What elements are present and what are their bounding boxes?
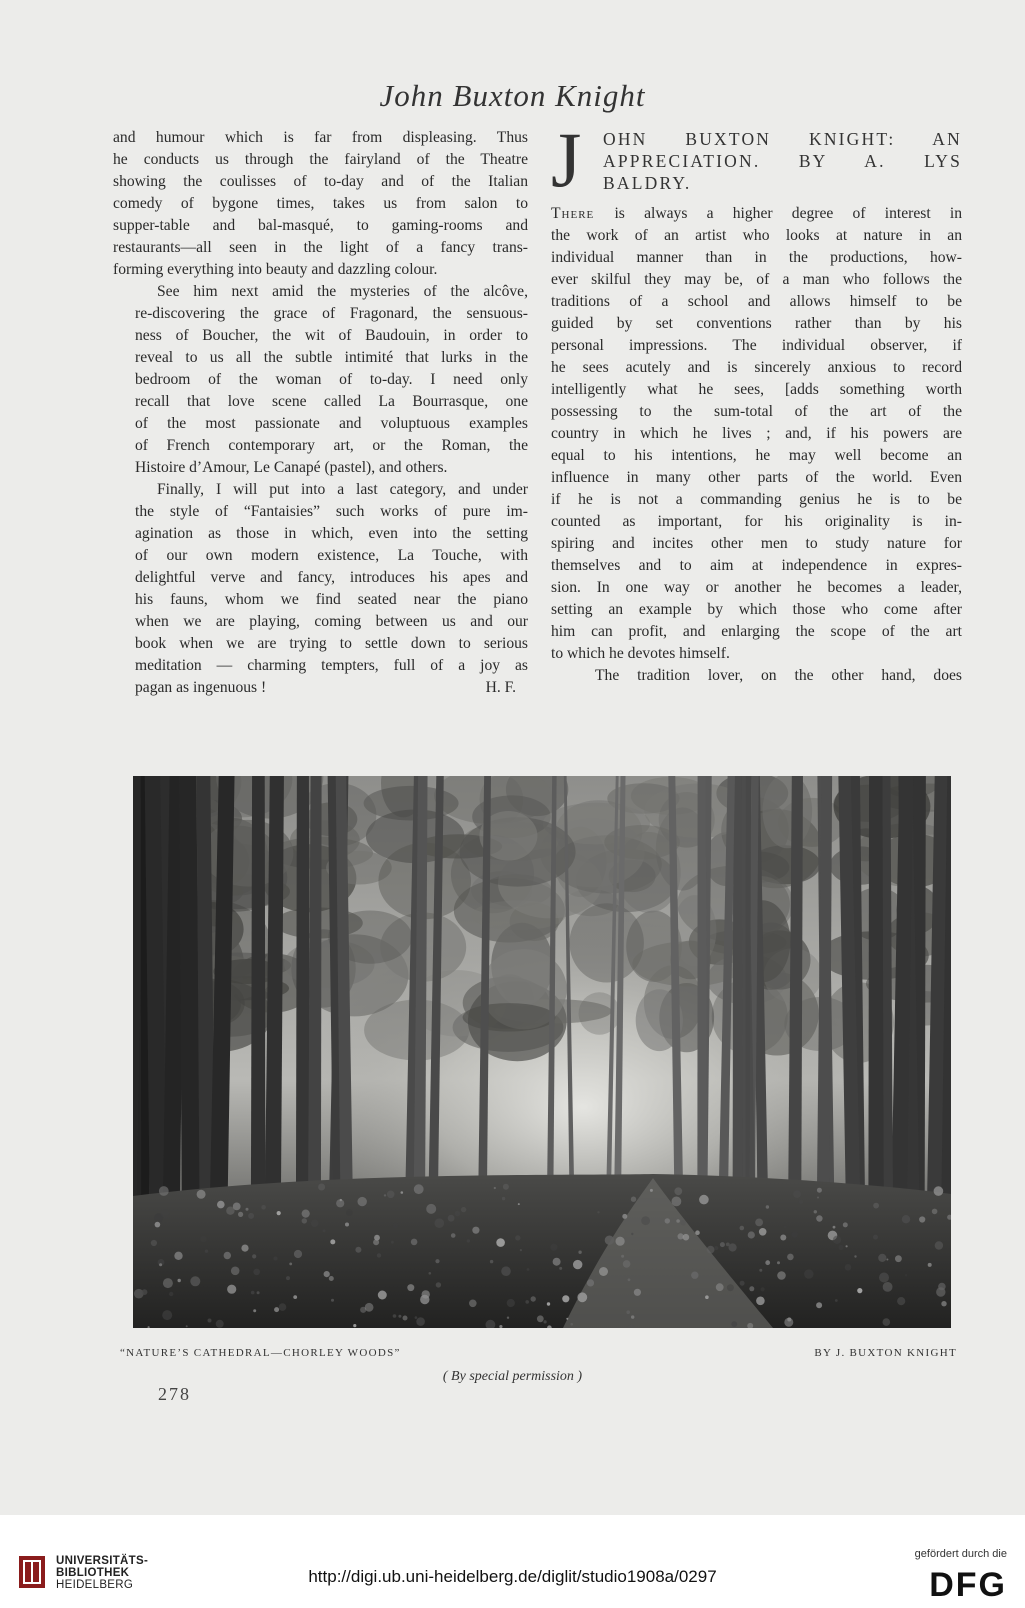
right-p1-line: intelligently what he sees, [adds something worth bbox=[551, 381, 962, 398]
left-p2-line: re-discovering the grace of Fragonard, the sensuous- bbox=[135, 305, 528, 322]
left-p3-line: his fauns, whom we find seated near the piano bbox=[135, 591, 528, 608]
article-title-line: BALDRY. bbox=[603, 173, 692, 193]
right-p1-line: influence in many other parts of the world. Even bbox=[551, 469, 962, 486]
library-name-line-2: BIBLIOTHEK bbox=[56, 1567, 130, 1579]
right-paragraph-1 bbox=[551, 203, 962, 665]
article-title-line: APPRECIATION. BY A. LYS bbox=[603, 151, 962, 171]
plate-caption-title: “NATURE’S CATHEDRAL—CHORLEY WOODS” bbox=[120, 1347, 401, 1359]
right-p1-line: setting an example by which those who come after bbox=[551, 601, 962, 618]
dfg-logo: DFG bbox=[929, 1566, 1007, 1604]
left-p1-line: he conducts us through the fairyland of the Theatre bbox=[113, 151, 528, 168]
digitization-footer bbox=[0, 1515, 1025, 1608]
right-p1-line: equal to his intentions, he may well become an bbox=[551, 447, 962, 464]
right-p1-line: There is always a higher degree of interest in bbox=[551, 205, 962, 222]
left-p1-line: and humour which is far from displeasing. Thus bbox=[113, 129, 528, 146]
left-p3-line: agination as those in which, even into the setting bbox=[135, 525, 528, 542]
left-p1-line: restaurants—all seen in the light of a fancy trans- bbox=[113, 239, 528, 256]
left-p1-line: forming everything into beauty and dazzling colour. bbox=[113, 261, 438, 278]
painting-plate bbox=[133, 776, 951, 1328]
right-p1-line: he sees acutely and is sincerely anxious to record bbox=[551, 359, 962, 376]
left-paragraph-2 bbox=[113, 281, 528, 479]
right-p1-line: to which he devotes himself. bbox=[551, 645, 730, 662]
page-number: 278 bbox=[158, 1384, 191, 1404]
article-title bbox=[551, 116, 962, 203]
left-paragraph-1 bbox=[113, 127, 528, 281]
article-title-line: OHN BUXTON KNIGHT: AN bbox=[603, 129, 962, 149]
right-p1-line: him can profit, and enlarging the scope of the art bbox=[551, 623, 962, 640]
sponsor-text: gefördert durch die bbox=[914, 1548, 1007, 1560]
right-p1-line: if he is not a commanding genius he is to be bbox=[551, 491, 962, 508]
right-p1-line: themselves and to aim at independence in expres- bbox=[551, 557, 962, 574]
library-name-line-3: HEIDELBERG bbox=[56, 1579, 134, 1591]
plate-caption-permission: ( By special permission ) bbox=[442, 1369, 583, 1384]
left-p2-line: ness of Boucher, the wit of Baudouin, in order to bbox=[135, 327, 528, 344]
running-head: John Buxton Knight bbox=[379, 78, 646, 113]
article-title-text bbox=[603, 128, 962, 194]
left-p1-line: supper-table and bal-masqué, to gaming-rooms and bbox=[113, 217, 528, 234]
left-p3-line: meditation — charming tempters, full of a joy as bbox=[135, 657, 528, 674]
right-p1-line: traditions of a school and allows himself to be bbox=[551, 293, 962, 310]
left-p3-line: the style of “Fantaisies” such works of pure im- bbox=[135, 503, 528, 520]
left-p3-line: book when we are trying to settle down to serious bbox=[135, 635, 528, 652]
left-p1-line: comedy of bygone times, takes us from salon to bbox=[113, 195, 528, 212]
right-column bbox=[551, 116, 962, 687]
right-paragraph-2 bbox=[551, 665, 962, 687]
signoff-initials: H. F. bbox=[485, 679, 516, 696]
left-p2-line: of French contemporary art, or the Roman, the bbox=[135, 437, 528, 454]
right-p1-line: guided by set conventions rather than by his bbox=[551, 315, 962, 332]
right-p1-line: country in which he lives ; and, if his powers are bbox=[551, 425, 962, 442]
left-p3-line: when we are playing, coming between us and our bbox=[135, 613, 528, 630]
right-p1-line: spiring and incites other men to study nature for bbox=[551, 535, 962, 552]
left-p2-line: recall that love scene called La Bourrasque, one bbox=[135, 393, 528, 410]
right-p1-line: individual manner than in the productions, how- bbox=[551, 249, 962, 266]
lead-in-word: There bbox=[551, 205, 615, 222]
left-paragraph-3 bbox=[113, 479, 528, 699]
left-p3-line: pagan as ingenuous ! bbox=[135, 679, 267, 696]
permalink-url[interactable]: http://digi.ub.uni-heidelberg.de/diglit/studio1908a/0297 bbox=[308, 1567, 717, 1586]
left-p3-line: delightful verve and fancy, introduces his apes and bbox=[135, 569, 528, 586]
left-p2-line: reveal to us all the subtle intimité that lurks in the bbox=[135, 349, 528, 366]
right-p1-line: the work of an artist who looks at nature in an bbox=[551, 227, 962, 244]
left-column bbox=[113, 127, 528, 699]
forest-painting-image bbox=[133, 776, 951, 1328]
left-p1-line: showing the coulisses of to-day and of the Italian bbox=[113, 173, 528, 190]
left-p2-line: See him next amid the mysteries of the alcôve, bbox=[157, 283, 528, 300]
drop-cap: J bbox=[551, 116, 582, 203]
library-name-line-1: UNIVERSITÄTS- bbox=[56, 1555, 149, 1567]
left-p2-line: Histoire d’Amour, Le Canapé (pastel), and others. bbox=[135, 459, 448, 476]
right-p1-line: possessing to the sum-total of the art of the bbox=[551, 403, 962, 420]
right-p1-line: counted as important, for his originality is in- bbox=[551, 513, 962, 530]
right-p1-line: ever skilful they may be, of a man who follows the bbox=[551, 271, 962, 288]
left-p2-line: bedroom of the woman of to-day. I need only bbox=[135, 371, 528, 388]
right-p1-line: sion. In one way or another he becomes a leader, bbox=[551, 579, 962, 596]
right-p1-line: personal impressions. The individual observer, if bbox=[551, 337, 962, 354]
left-p2-line: of the most passionate and voluptuous examples bbox=[135, 415, 528, 432]
left-p3-line: Finally, I will put into a last category, and under bbox=[157, 481, 528, 498]
left-p3-line: of our own modern existence, La Touche, with bbox=[135, 547, 528, 564]
plate-caption-artist: BY J. BUXTON KNIGHT bbox=[814, 1347, 957, 1359]
right-p2-line: The tradition lover, on the other hand, does bbox=[595, 667, 962, 684]
